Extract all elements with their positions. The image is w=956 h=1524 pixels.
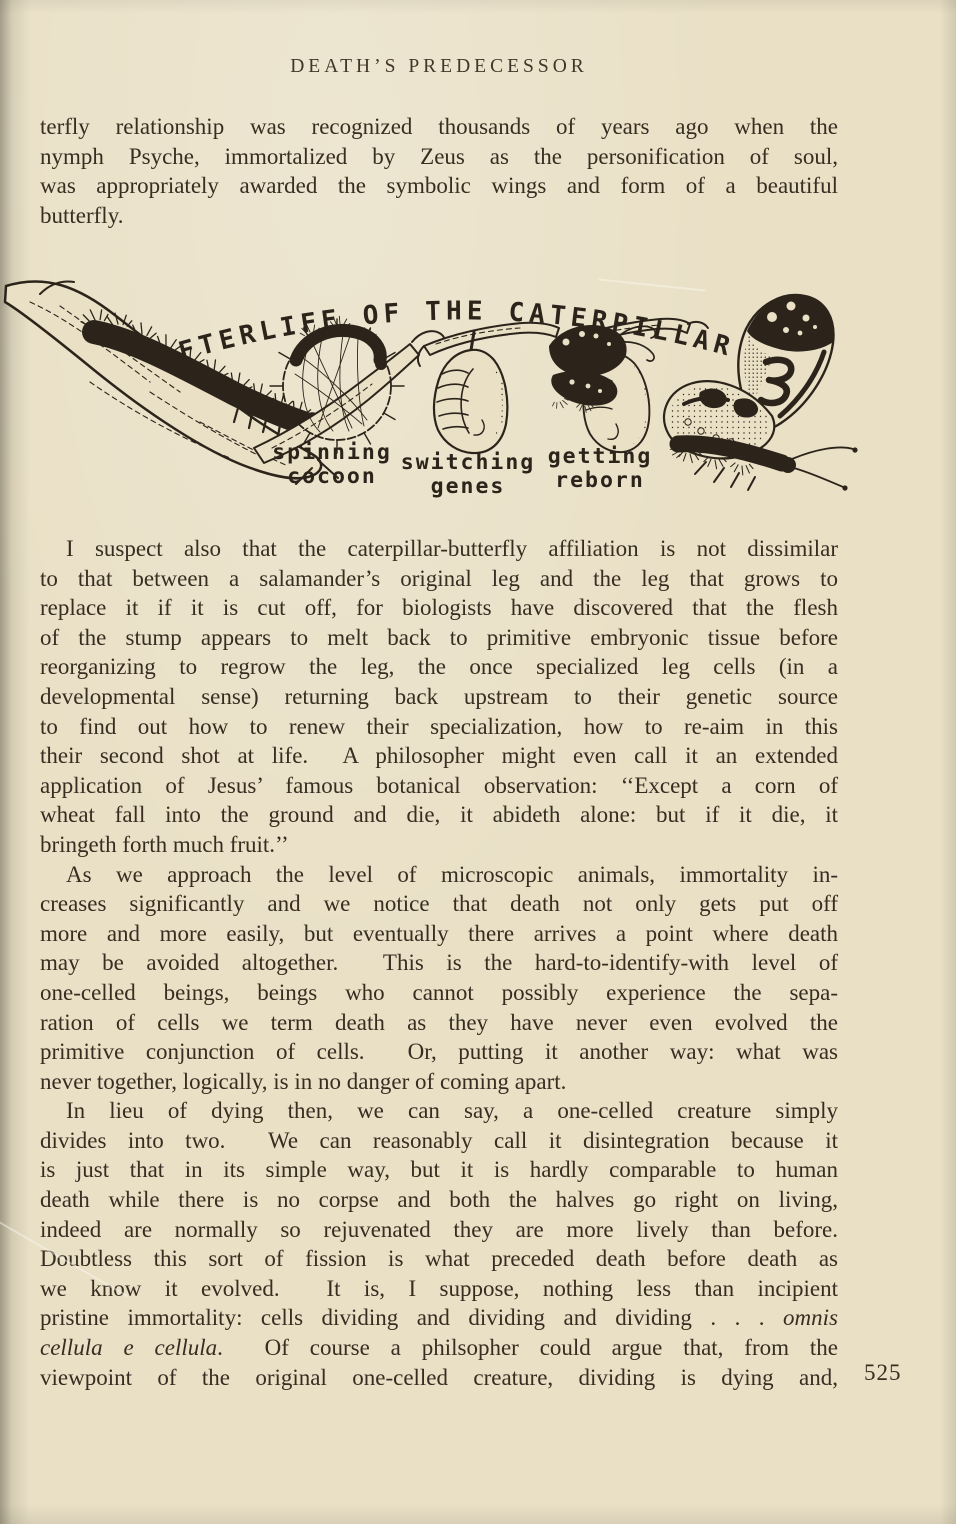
text-line: divides into two. We can reasonably call it disintegration because it [40, 1127, 838, 1153]
paragraph-butterfly-intro [40, 112, 838, 230]
running-head: DEATH’S PREDECESSOR [290, 56, 588, 77]
text-line: may be avoided altogether. This is the hard-to-identify-with level of [40, 950, 838, 976]
text-line: one-celled beings, beings who cannot possibly experience the sepa- [40, 979, 838, 1005]
text-line: their second shot at life. A philosopher might even call it an extended [40, 743, 838, 769]
text-line: nymph Psyche, immortalized by Zeus as the personification of soul, [40, 143, 838, 169]
text-line: we know it evolved. It is, I suppose, nothing less than incipient [40, 1275, 838, 1301]
text-line: terfly relationship was recognized thousands of years ago when the [40, 114, 838, 139]
text-line: is just that in its simple way, but it is hardly comparable to human [40, 1157, 838, 1183]
text-line: developmental sense) returning back upstream to their genetic source [40, 683, 838, 709]
text-line: reorganizing to regrow the leg, the once specialized leg cells (in a [40, 654, 838, 680]
text-line: death while there is no corpse and both the halves go right on living, [40, 1187, 838, 1213]
text-line: more and more easily, but eventually there arrives a point where death [40, 920, 838, 946]
butterfly-antennae [792, 447, 853, 487]
text-line: application of Jesus’ famous botanical observation: ‘‘Except a corn of [40, 772, 838, 798]
text-line: creases significantly and we notice that death not only gets put off [40, 891, 838, 917]
caption-switching-genes-line1: switching [400, 450, 536, 475]
text-line: ration of cells we term death as they have never even evolved the [40, 1009, 838, 1035]
text-line: cellula e cellula. Of course a philsopher could argue that, from the [40, 1335, 838, 1361]
text-line: I suspect also that the caterpillar-butterfly affiliation is not dissimilar [66, 536, 838, 561]
caption-spinning-cocoon-line2: cocoon [287, 464, 377, 489]
text-line: replace it if it is cut off, for biologists have discovered that the flesh [40, 595, 838, 621]
page-number: 525 [864, 1360, 902, 1385]
text-line: of the stump appears to melt back to primitive embryonic tissue before [40, 624, 838, 650]
afterlife-of-the-caterpillar-illustration [0, 272, 956, 522]
text-line: to find out how to renew their specialization, how to re-aim in this [40, 713, 838, 739]
text-line: primitive conjunction of cells. Or, putting it another way: what was [40, 1039, 838, 1065]
caption-spinning-cocoon-line1: spinning [272, 440, 392, 465]
text-line: to that between a salamander’s original leg and the leg that grows to [40, 565, 838, 591]
paragraph-microscopic-animals [40, 860, 838, 1097]
text-line: In lieu of dying then, we can say, a one-celled creature simply [66, 1098, 838, 1124]
text-line: indeed are normally so rejuvenated they are more lively than before. [40, 1216, 838, 1242]
text-line: never together, logically, is in no danger of coming apart. [40, 1068, 567, 1094]
caption-getting-reborn-line2: reborn [555, 468, 645, 493]
paragraph-cell-division [40, 1096, 838, 1392]
caption-getting-reborn-line1: getting [547, 444, 653, 469]
chrysalis-drawing [418, 323, 559, 453]
body-text [40, 534, 838, 1392]
text-line: butterfly. [40, 202, 124, 228]
caption-switching-genes-line2: genes [430, 474, 506, 499]
illustration-arc-title: AFTERLIFE OF THE CATERPILLAR [155, 296, 738, 374]
butterfly-head [780, 457, 796, 473]
text-line: Doubtless this sort of fission is what preceded death before death as [40, 1246, 838, 1272]
text-line: viewpoint of the original one-celled creature, dividing is dying and, [40, 1364, 838, 1390]
text-line: was appropriately awarded the symbolic wings and form of a beautiful [40, 173, 838, 199]
text-line: bringeth forth much fruit.’’ [40, 831, 289, 857]
text-line: pristine immortality: cells dividing and dividing and dividing . . . omnis [40, 1305, 838, 1331]
text-line: As we approach the level of microscopic animals, immortality in- [66, 861, 838, 887]
paragraph-salamander [40, 534, 838, 860]
text-line: wheat fall into the ground and die, it abideth alone: but if it die, it [40, 802, 838, 828]
